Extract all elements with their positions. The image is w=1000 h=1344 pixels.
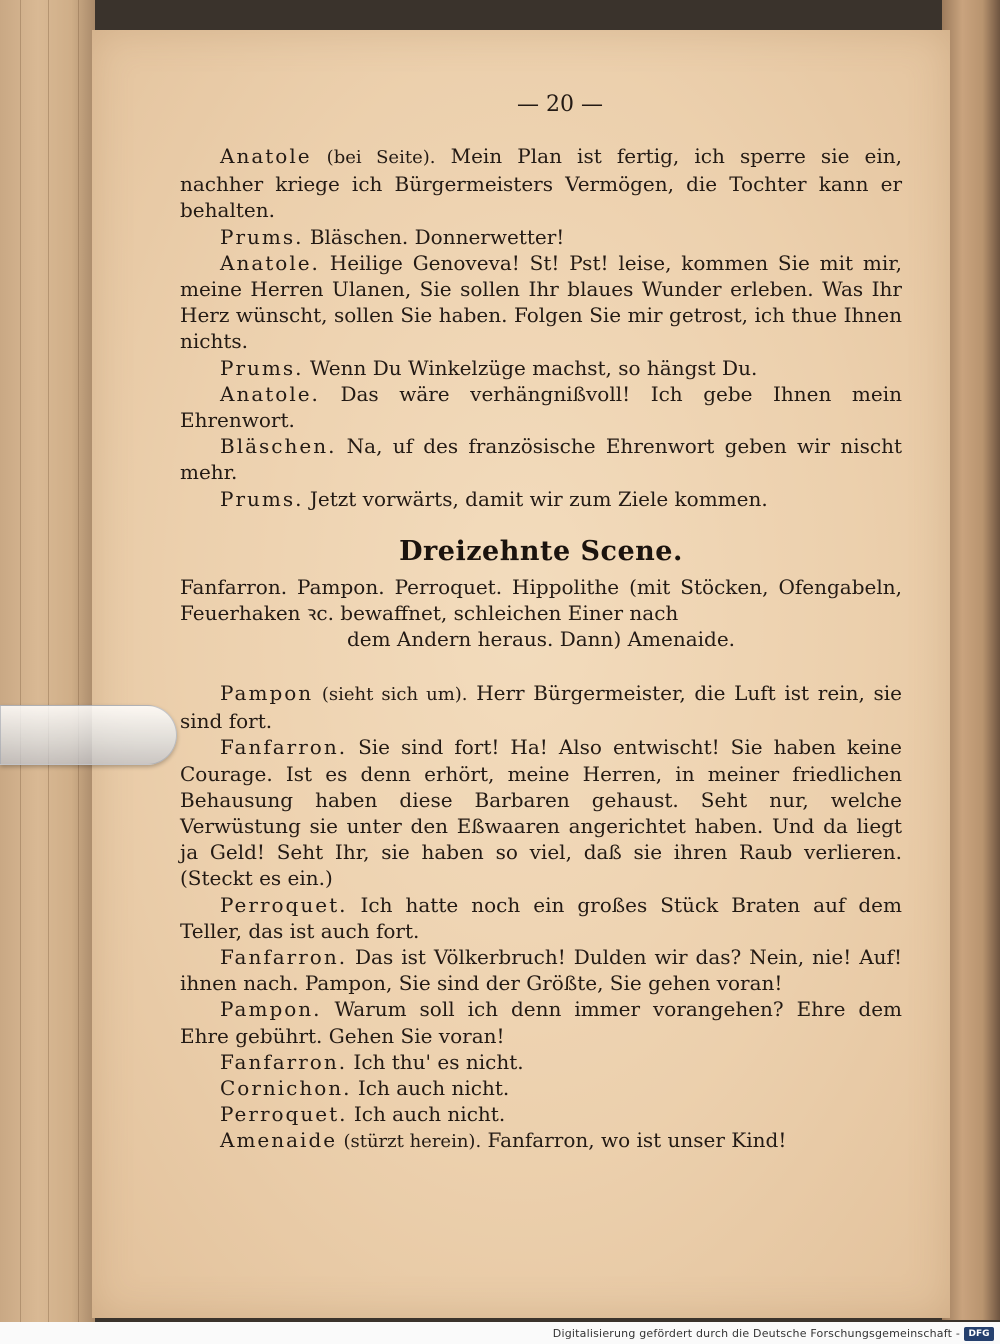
- line-text: Ich auch nicht.: [347, 1102, 506, 1127]
- footer-credit: Digitalisierung gefördert durch die Deutsche Forschungsgemeinschaft -: [552, 1327, 960, 1340]
- line-text: Ich hatte noch ein großes Stück Braten auf dem Teller, das ist auch fort.: [180, 892, 902, 943]
- line-text: Bläschen. Donnerwetter!: [303, 224, 565, 249]
- book-right-edge: [942, 0, 1000, 1320]
- dialogue-line: [180, 355, 902, 381]
- line-text: Fanfarron, wo ist unser Kind!: [481, 1128, 787, 1153]
- dialogue-line: [180, 1101, 902, 1127]
- speaker-name: Fanfarron.: [220, 945, 348, 970]
- dialogue-line: [180, 143, 902, 224]
- speaker-name: Anatole: [220, 144, 312, 168]
- dialogue-line: [180, 224, 902, 250]
- line-text: Das ist Völkerbruch! Dulden wir das? Nein, nie! Auf! ihnen nach. Pampon, Sie sind der Größte, Sie gehen voran!: [180, 945, 902, 996]
- speaker-name: Cornichon.: [220, 1076, 352, 1101]
- line-text: Sie sind fort! Ha! Also entwischt! Sie haben keine Courage. Ist es denn erhört, meine Herren, in meiner friedlichen Behausung haben diese Barbaren gehaust. Seht nur, welche Verwüstung sie unter den Eßwaaren angerichtet haben. Und da liegt ja Geld! Seht Ihr, sie haben so viel, daß sie ihren Raub verlieren. (Steckt es ein.): [180, 735, 902, 891]
- speaker-name: Pampon: [220, 681, 314, 705]
- line-text: Ich auch nicht.: [351, 1076, 510, 1101]
- dialogue-line: [180, 734, 902, 891]
- speaker-name: Perroquet.: [220, 1102, 348, 1127]
- footer-bar: [0, 1322, 1000, 1344]
- cast-list: [180, 574, 902, 653]
- stage-direction: (stürzt herein).: [343, 1131, 482, 1153]
- dialogue-line: [180, 1127, 902, 1155]
- dialogue-line: [180, 381, 902, 433]
- dfg-logo-icon: DFG: [964, 1327, 994, 1341]
- line-text: Ich thu' es nicht.: [347, 1049, 524, 1074]
- line-text: Wenn Du Winkelzüge machst, so hängst Du.: [303, 355, 758, 380]
- cast-line-1: Fanfarron. Pampon. Perroquet. Hippolithe (mit Stöcken, Ofengabeln, Feuerhaken ꝛc. bewaffnet, schleichen Einer nach: [180, 575, 902, 626]
- speaker-name: Pampon.: [220, 997, 322, 1022]
- dialogue-line: [180, 433, 902, 485]
- speaker-name: Prums.: [220, 224, 304, 249]
- speaker-name: Fanfarron.: [220, 1049, 348, 1074]
- dialogue-line: [180, 892, 902, 944]
- line-text: Na, uf des französische Ehrenwort geben wir nischt mehr.: [180, 434, 902, 485]
- book-left-edge: [0, 0, 95, 1344]
- scene-heading: Dreizehnte Scene.: [399, 536, 683, 567]
- plastic-page-tab: [0, 705, 177, 765]
- speaker-name: Prums.: [220, 486, 304, 511]
- page-number: — 20 —: [517, 92, 603, 117]
- speaker-name: Prums.: [220, 355, 304, 380]
- speaker-name: Perroquet.: [220, 892, 348, 917]
- cast-line-2: dem Andern heraus. Dann) Amenaide.: [346, 627, 736, 652]
- stage-direction: (bei Seite).: [326, 147, 436, 168]
- speaker-name: Anatole.: [220, 250, 320, 275]
- dialogue-line: [180, 680, 902, 734]
- dialogue-line: [180, 250, 902, 355]
- speaker-name: Anatole.: [220, 381, 320, 406]
- dialogue-block-2: [180, 680, 902, 1156]
- line-text: Heilige Genoveva! St! Pst! leise, kommen Sie mit mir, meine Herren Ulanen, Sie sollen Ihr blaues Wunder erleben. Was Ihr Herz wünscht, sollen Sie haben. Folgen Sie mir getrost, ich thue Ihnen nichts.: [180, 250, 902, 354]
- dialogue-block-1: [180, 143, 902, 512]
- line-text: Jetzt vorwärts, damit wir zum Ziele kommen.: [303, 486, 768, 511]
- speaker-name: Bläschen.: [220, 434, 337, 459]
- line-text: Das wäre verhängnißvoll! Ich gebe Ihnen mein Ehrenwort.: [180, 381, 902, 433]
- line-text: Mein Plan ist fertig, ich sperre sie ein, nachher kriege ich Bürgermeisters Vermögen, die Tochter kann er behalten.: [180, 144, 903, 223]
- dialogue-line: [180, 944, 902, 996]
- line-text: Herr Bürgermeister, die Luft ist rein, sie sind fort.: [180, 681, 902, 734]
- dialogue-line: [180, 1075, 902, 1101]
- stage-direction: (sieht sich um).: [321, 684, 468, 705]
- dialogue-line: [180, 1049, 902, 1075]
- dialogue-line: [180, 486, 902, 512]
- speaker-name: Amenaide: [220, 1128, 338, 1153]
- dialogue-line: [180, 996, 902, 1048]
- speaker-name: Fanfarron.: [220, 735, 348, 760]
- line-text: Warum soll ich denn immer vorangehen? Ehre dem Ehre gebührt. Gehen Sie voran!: [180, 997, 902, 1048]
